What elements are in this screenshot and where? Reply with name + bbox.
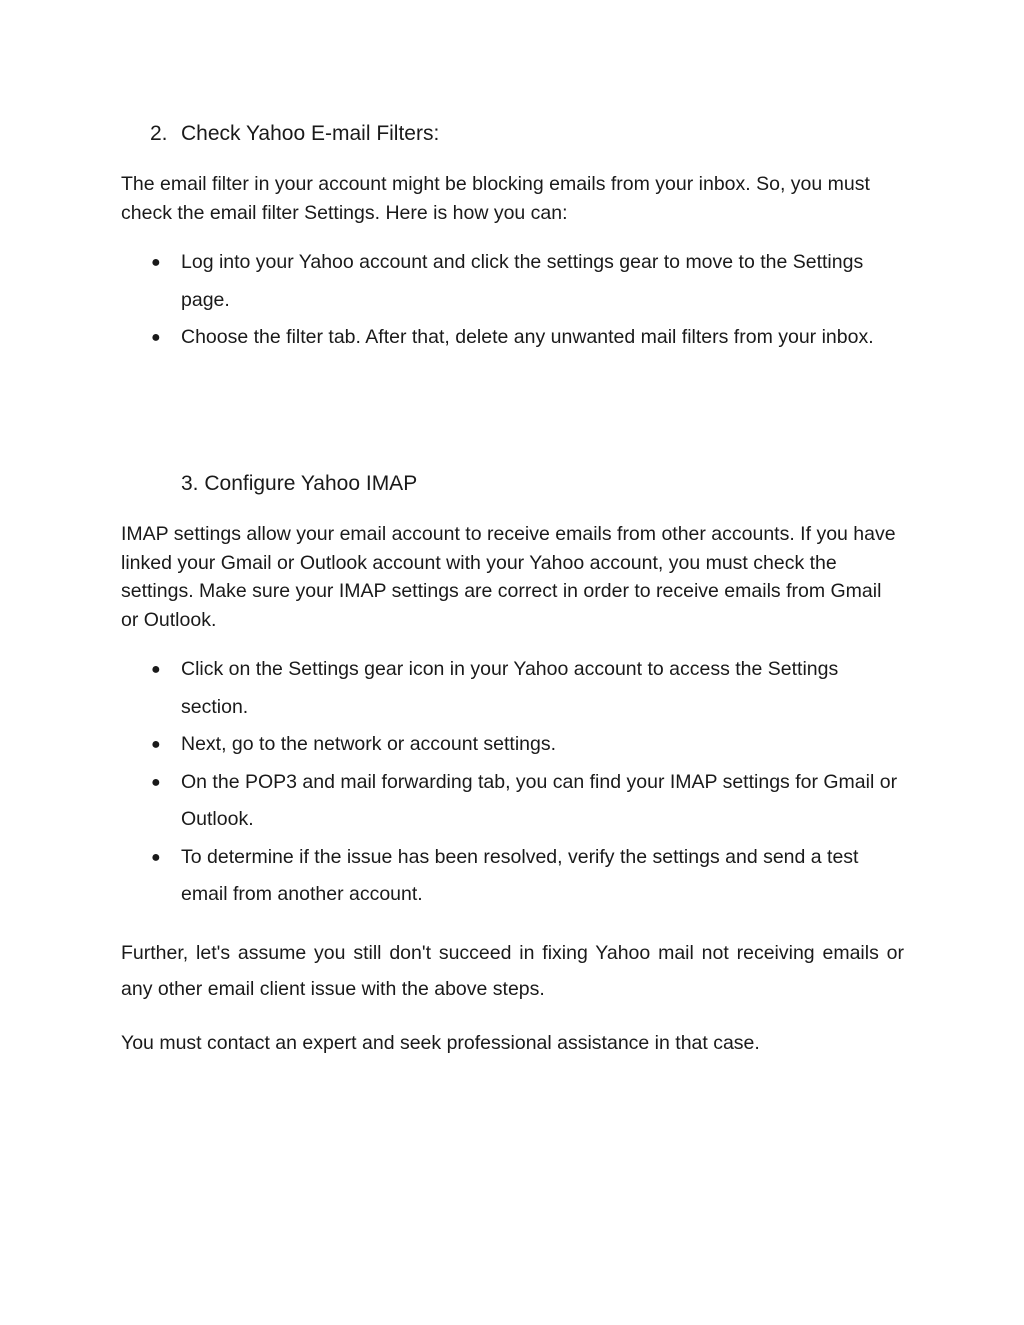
bullet-icon: ● bbox=[151, 773, 161, 791]
list-item-text: On the POP3 and mail forwarding tab, you can find your IMAP settings for Gmail or Outlook. bbox=[181, 770, 898, 830]
section-2-heading bbox=[150, 121, 439, 147]
section-3-intro: IMAP settings allow your email account to receive emails from other accounts. If you have linked your Gmail or Outlook account with your Yahoo account, you must check the settings. Make sure your IMAP settings are correct in order to receive emails from Gmail or Outlook. bbox=[121, 523, 896, 631]
closing-paragraph-1: Further, let's assume you still don't succeed in fixing Yahoo mail not receiving emails or any other email client issue with the above steps. bbox=[121, 942, 904, 1000]
list-item-text: Log into your Yahoo account and click the settings gear to move to the Settings page. bbox=[181, 251, 864, 311]
list-item bbox=[0, 764, 906, 839]
bullet-icon: ● bbox=[151, 736, 161, 753]
section-3-bullet-list bbox=[0, 651, 1024, 914]
list-item bbox=[0, 726, 906, 764]
list-item bbox=[0, 319, 906, 357]
list-item-text: Click on the Settings gear icon in your Yahoo account to access the Settings section. bbox=[181, 658, 839, 718]
list-item bbox=[0, 651, 906, 726]
list-item-text: To determine if the issue has been resolved, verify the settings and send a test email from another account. bbox=[181, 845, 859, 905]
section-2-title: Check Yahoo E-mail Filters: bbox=[181, 122, 440, 145]
bullet-icon: ● bbox=[151, 329, 161, 346]
section-3-heading: 3. Configure Yahoo IMAP bbox=[181, 472, 418, 495]
bullet-icon: ● bbox=[151, 848, 161, 866]
section-2-number: 2. bbox=[150, 122, 168, 145]
list-item bbox=[0, 244, 906, 319]
section-2-intro: The email filter in your account might be blocking emails from your inbox. So, you must check the email filter Settings. Here is how you can: bbox=[121, 173, 870, 224]
list-item-text: Choose the filter tab. After that, delete any unwanted mail filters from your inbox. bbox=[181, 326, 874, 348]
list-item bbox=[0, 839, 906, 914]
closing-paragraph-2: You must contact an expert and seek professional assistance in that case. bbox=[121, 1032, 760, 1054]
bullet-icon: ● bbox=[151, 254, 161, 271]
bullet-icon: ● bbox=[151, 661, 161, 678]
list-item-text: Next, go to the network or account settings. bbox=[181, 733, 557, 755]
section-2-bullet-list bbox=[0, 244, 1024, 357]
